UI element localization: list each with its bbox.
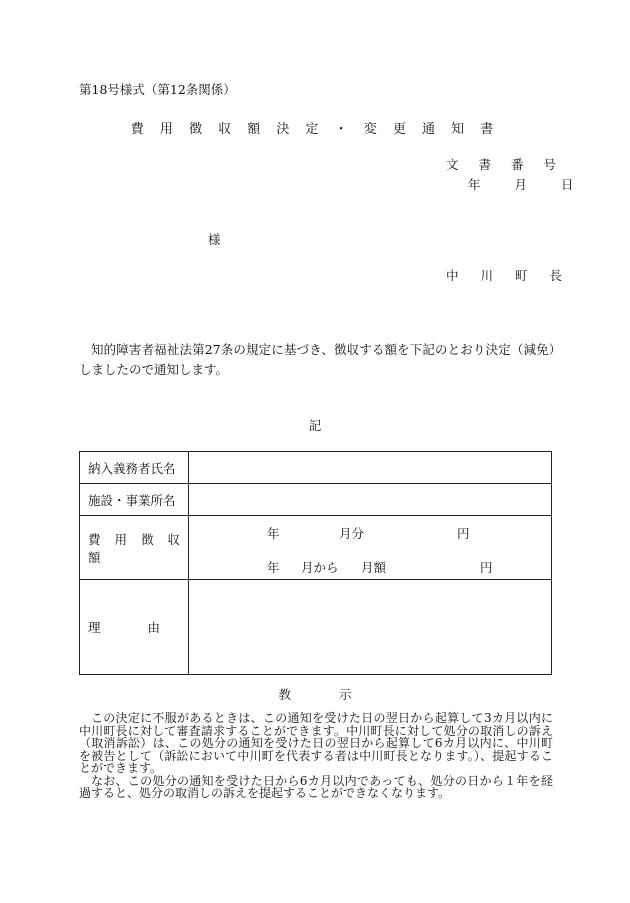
reason-label-char-1: 理 bbox=[88, 620, 101, 635]
fee-amount-label: 費 用 徴 収 額 bbox=[80, 516, 189, 580]
fee-amount-field[interactable] bbox=[189, 516, 552, 580]
table-row-reason bbox=[80, 580, 552, 675]
appeal-notice-paragraph-2: なお、この処分の通知を受けた日から6カ月以内であっても、処分の日から１年を経過すると、処分の取消しの訴えを提起することができなくなります。 bbox=[79, 773, 553, 800]
amount-line1-month: 月分 bbox=[339, 526, 365, 541]
amount-line1-year: 年 bbox=[267, 526, 280, 541]
facility-name-label: 施設・事業所名 bbox=[80, 484, 189, 516]
instruction-heading-char-2: 示 bbox=[338, 687, 352, 702]
body-paragraph: 知的障害者福祉法第27条の規定に基づき、徴収する額を下記のとおり決定（減免）しましたので通知します。 bbox=[79, 342, 555, 377]
payer-name-label: 納入義務者氏名 bbox=[80, 452, 189, 484]
instruction-heading bbox=[0, 685, 630, 703]
form-number: 第18号様式（第12条関係） bbox=[79, 82, 236, 97]
addressee-suffix: 様 bbox=[208, 232, 221, 247]
date-year-label: 年 bbox=[468, 177, 481, 192]
date-month-label: 月 bbox=[514, 177, 528, 192]
amount-line2-monthly: 月額 bbox=[361, 560, 387, 575]
reason-label bbox=[80, 580, 189, 675]
table-row-facility bbox=[80, 484, 552, 516]
amount-line1-yen: 円 bbox=[457, 526, 470, 541]
reason-field[interactable] bbox=[189, 580, 552, 675]
facility-name-field[interactable] bbox=[189, 484, 552, 516]
date-day-label: 日 bbox=[561, 177, 574, 192]
table-row-payer bbox=[80, 452, 552, 484]
amount-line2-yen: 円 bbox=[480, 560, 493, 575]
payer-name-field[interactable] bbox=[189, 452, 552, 484]
amount-line2-month-from: 月から bbox=[301, 560, 339, 575]
date-line bbox=[468, 175, 574, 193]
document-title: 費 用 徴 収 額 決 定 ・ 変 更 通 知 書 bbox=[130, 122, 500, 137]
amount-line2-year: 年 bbox=[267, 560, 280, 575]
issuer-name: 中 川 町 長 bbox=[446, 268, 571, 283]
ki-heading: 記 bbox=[308, 418, 322, 433]
instruction-heading-char-1: 教 bbox=[278, 687, 291, 702]
fee-table bbox=[79, 451, 552, 675]
appeal-notice-paragraph-1: この決定に不服があるときは、この通知を受けた日の翌日から起算して3カ月以内に中川町長に対して審査請求することができます。中川町長に対して処分の取消しの訴え（取消訴訟）は、この処分の通知を受けた日の翌日から起算して6カ月以内に、中川町を被告として（訴訟において中川町を代表する者は中川町長となります。）、提起することができます。 bbox=[79, 711, 553, 775]
appeal-notice bbox=[79, 712, 553, 800]
reason-label-char-2: 由 bbox=[147, 620, 160, 635]
document-number-label: 文 書 番 号 bbox=[446, 157, 564, 172]
table-row-amount bbox=[80, 516, 552, 580]
